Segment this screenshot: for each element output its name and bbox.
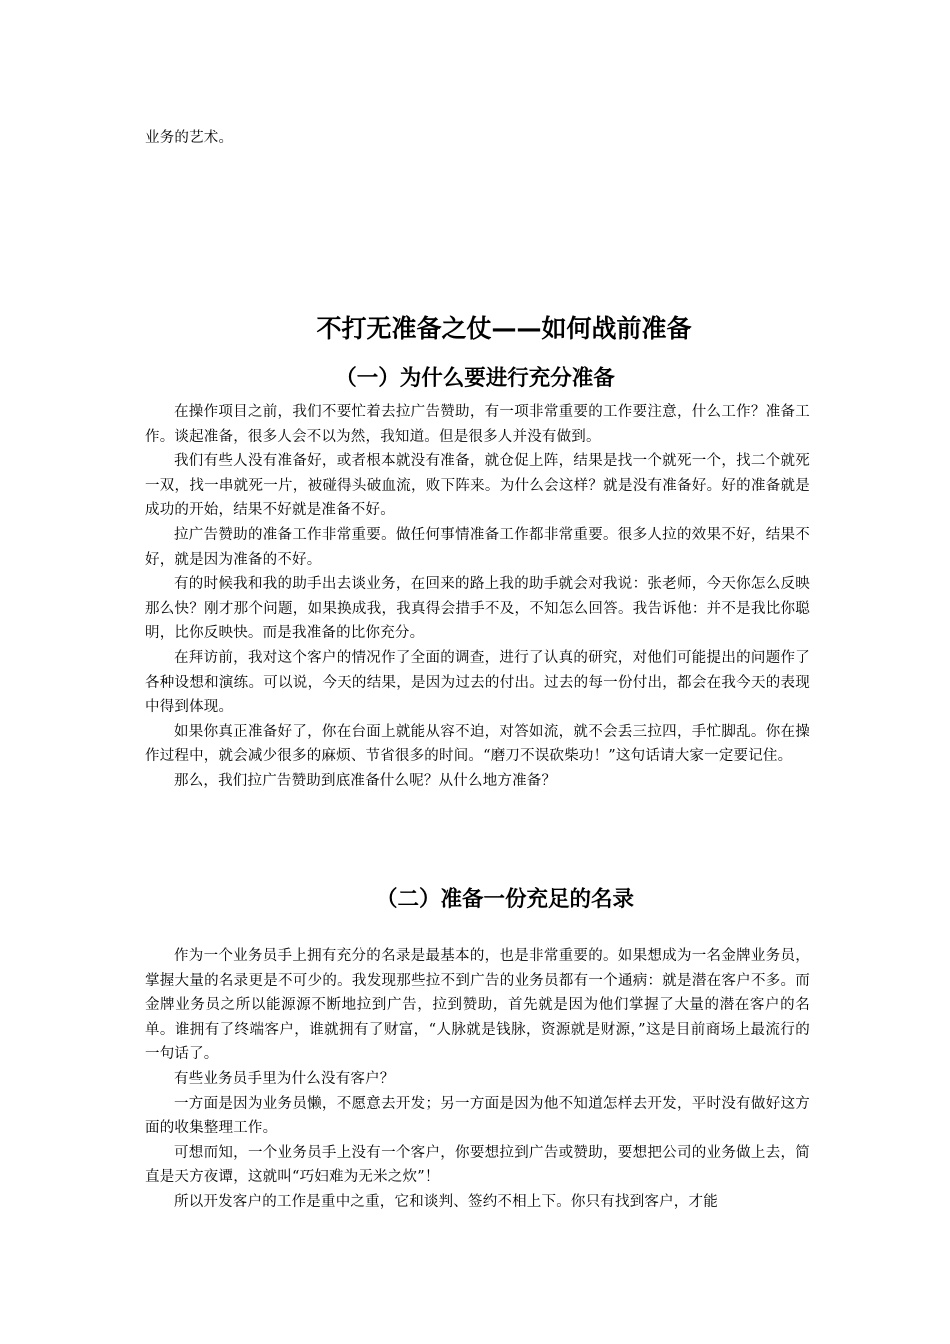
section1-paragraph: 有的时候我和我的助手出去谈业务，在回来的路上我的助手就会对我说：张老师，今天你怎么反映那么快？刚才那个问题，如果换成我，我真得会措手不及，不知怎么回答。我告诉他：并不是我比你聪明，比你反映快。而是我准备的比你充分。 <box>145 576 810 642</box>
section1-paragraph: 在操作项目之前，我们不要忙着去拉广告赞助，有一项非常重要的工作要注意，什么工作？准备工作。谈起准备，很多人会不以为然，我知道。但是很多人并没有做到。 <box>145 404 810 445</box>
top-fragment-block <box>145 126 810 151</box>
section2-paragraph: 可想而知，一个业务员手上没有一个客户，你要想拉到广告或赞助，要想把公司的业务做上去，简直是天方夜谭，这就叫“巧妇难为无米之炊”！ <box>145 1144 810 1186</box>
section1-body <box>145 400 810 794</box>
section2-paragraph: 有些业务员手里为什么没有客户？ <box>174 1070 395 1087</box>
section2-paragraph: 作为一个业务员手上拥有充分的名录是最基本的，也是非常重要的。如果想成为一名金牌业务员，掌握大量的名录更是不可少的。我发现那些拉不到广告的业务员都有一个通病：就是潜在客户不多。而金牌业务员之所以能源源不断地拉到广告，拉到赞助，首先就是因为他们掌握了大量的潜在客户的名单。谁拥有了终端客户，谁就拥有了财富，“人脉就是钱脉，资源就是财源，”这是目前商场上最流行的一句话了。 <box>145 948 810 1063</box>
section1-paragraph: 在拜访前，我对这个客户的情况作了全面的调查，进行了认真的研究，对他们可能提出的问题作了各种设想和演练。可以说，今天的结果，是因为过去的付出。过去的每一份付出，都会在我今天的表现中得到体现。 <box>145 649 810 716</box>
section1-heading: （一）为什么要进行充分准备 <box>335 366 615 391</box>
section2-heading: （二）准备一份充足的名录 <box>375 887 634 912</box>
section1-paragraph: 那么，我们拉广告赞助到底准备什么呢？从什么地方准备？ <box>174 772 557 789</box>
section1-paragraph: 我们有些人没有准备好，或者根本就没有准备，就仓促上阵，结果是找一个就死一个，找二个就死一双，找一串就死一片，被碰得头破血流，败下阵来。为什么会这样？就是没有准备好。好的准备就是成功的开始，结果不好就是准备不好。 <box>145 453 810 519</box>
section1-paragraph: 如果你真正准备好了，你在台面上就能从容不迫，对答如流，就不会丢三拉四，手忙脚乱。你在操作过程中，就会减少很多的麻烦、节省很多的时间。“磨刀不误砍柴功！”这句话请大家一定要记住。 <box>145 723 810 765</box>
section1-paragraph: 拉广告赞助的准备工作非常重要。做任何事情准备工作都非常重要。很多人拉的效果不好，结果不好，就是因为准备的不好。 <box>145 526 810 568</box>
section2-paragraph: 所以开发客户的工作是重中之重，它和谈判、签约不相上下。你只有找到客户，才能 <box>174 1193 718 1210</box>
top-fragment-text: 业务的艺术。 <box>145 130 234 146</box>
page-title: 不打无准备之仗——如何战前准备 <box>316 314 692 343</box>
section2-paragraph: 一方面是因为业务员懒，不愿意去开发；另一方面是因为他不知道怎样去开发，平时没有做好这方面的收集整理工作。 <box>145 1095 810 1137</box>
section2-body <box>145 944 810 1215</box>
